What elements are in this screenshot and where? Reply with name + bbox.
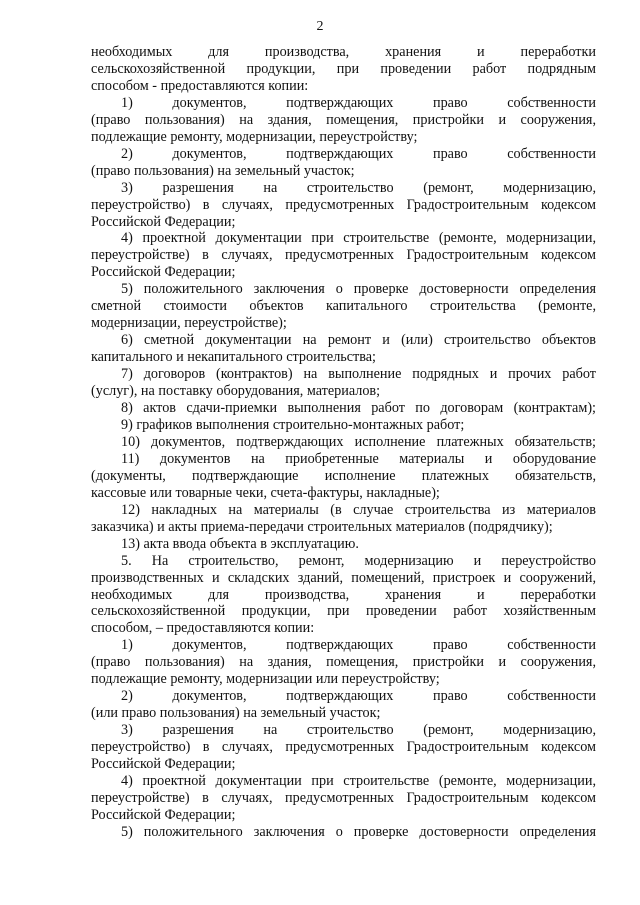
text-line: 8) актов сдачи-приемки выполнения работ по договорам (контрактам); [121,400,596,417]
text-line: 9) графиков выполнения строительно-монтажных работ; [121,416,465,433]
text-line: (право пользования) на земельный участок; [91,162,355,179]
text-line: (право пользования) на здания, помещения, пристройки и сооружения, [91,111,596,128]
text-line: (услуг), на поставку оборудования, материалов; [91,383,381,400]
text-line: производственных и складских зданий, помещений, пристроек и сооружений, [91,569,596,586]
text-line: Российской Федерации; [91,806,236,823]
text-line: Российской Федерации; [91,756,236,773]
text-line: заказчика) и акты приема-передачи строительных материалов (подрядчику); [91,518,553,535]
text-line: (или право пользования) на земельный участок; [91,705,381,722]
text-line: необходимых для производства, хранения и переработки [91,44,596,60]
text-line: капитального и некапитального строительства; [91,349,376,366]
text-line: 3) разрешения на строительство (ремонт, модернизацию, [121,179,596,196]
text-line: 2) документов, подтверждающих право собственности [121,688,596,705]
text-line: 5) положительного заключения о проверке достоверности определения [121,823,596,840]
text-line: Российской Федерации; [91,213,236,230]
text-line: необходимых для производства, хранения и переработки [91,586,596,603]
text-line: способом - предоставляются копии: [91,77,309,94]
text-line: переустройстве) в случаях, предусмотренных Градостроительным кодексом [91,789,596,806]
text-line: сметной стоимости объектов капитального строительства (ремонте, [91,298,596,315]
text-line: 1) документов, подтверждающих право собственности [121,637,596,654]
text-line: 4) проектной документации при строительстве (ремонте, модернизации, [121,230,596,247]
text-line: 1) документов, подтверждающих право собственности [121,94,596,111]
document-text [91,44,596,841]
text-line: 5) положительного заключения о проверке достоверности определения [121,281,596,298]
text-line: 4) проектной документации при строительстве (ремонте, модернизации, [121,772,596,789]
text-line: сельскохозяйственной продукции, при проведении работ хозяйственным [91,603,596,620]
text-line: 6) сметной документации на ремонт и (или) строительство объектов [121,332,596,349]
text-line: способом, – предоставляются копии: [91,620,315,637]
text-line: переустройство) в случаях, предусмотренных Градостроительным кодексом [91,196,596,213]
text-line: 5. На строительство, ремонт, модернизацию и переустройство [121,552,596,569]
text-line: 13) акта ввода объекта в эксплуатацию. [121,535,359,552]
text-line: сельскохозяйственной продукции, при проведении работ подрядным [91,60,596,77]
page-number: 2 [316,19,324,34]
text-line: 10) документов, подтверждающих исполнение платежных обязательств; [121,433,596,450]
text-line: (документы, подтверждающие исполнение платежных обязательств, [91,467,596,484]
text-line: подлежащие ремонту, модернизации, переустройству; [91,128,418,145]
text-line: переустройство) в случаях, предусмотренных Градостроительным кодексом [91,739,596,756]
text-line: 2) документов, подтверждающих право собственности [121,145,596,162]
text-line: (право пользования) на здания, помещения, пристройки и сооружения, [91,654,596,671]
text-line: переустройстве) в случаях, предусмотренных Градостроительным кодексом [91,247,596,264]
text-line: модернизации, переустройстве); [91,315,287,332]
text-line: 3) разрешения на строительство (ремонт, модернизацию, [121,722,596,739]
text-line: 11) документов на приобретенные материалы и оборудование [121,450,596,467]
text-line: 7) договоров (контрактов) на выполнение подрядных и прочих работ [121,366,596,383]
text-line: 12) накладных на материалы (в случае строительства из материалов [121,501,596,518]
text-line: Российской Федерации; [91,264,236,281]
text-line: кассовые или товарные чеки, счета-фактуры, накладные); [91,484,440,501]
text-line: подлежащие ремонту, модернизации или переустройству; [91,671,440,688]
